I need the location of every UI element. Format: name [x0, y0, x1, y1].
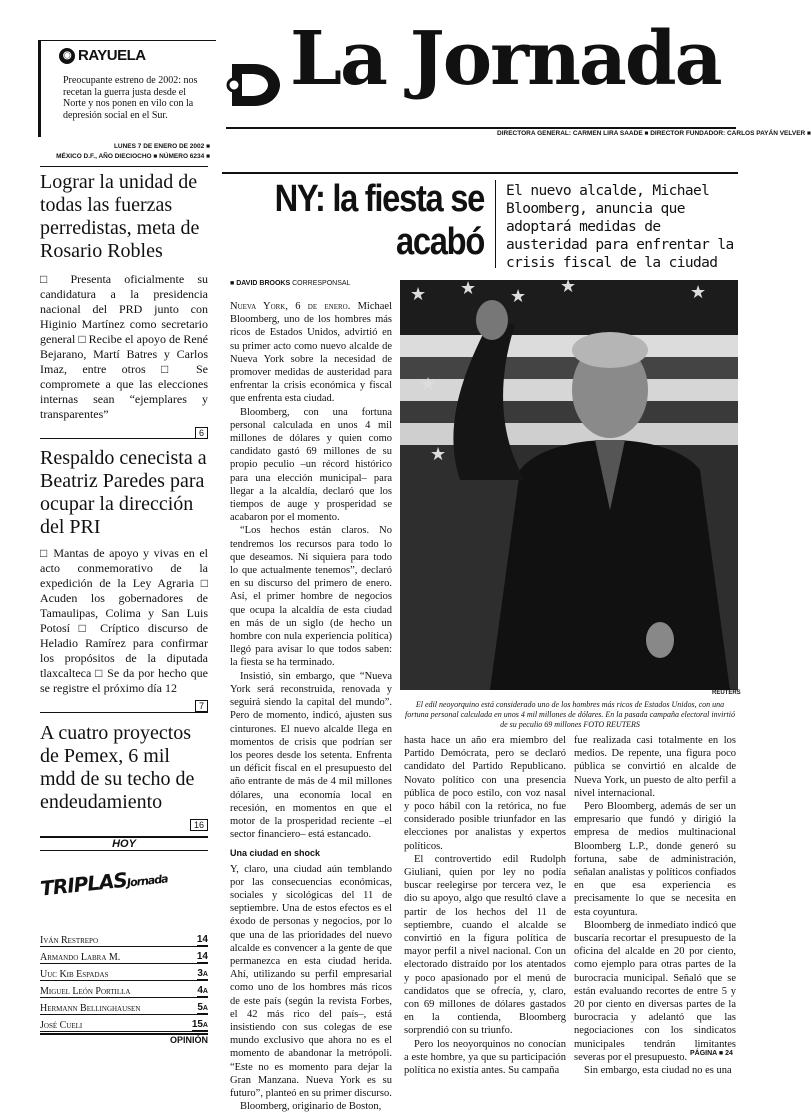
columnist-name: Miguel León Portilla — [40, 986, 131, 997]
svg-text:★: ★ — [430, 444, 447, 465]
byline: ■ DAVID BROOKS CORRESPONSAL — [230, 280, 351, 287]
body-paragraph: Pero los neoyorquinos no conocían a este hombre, ya que su participación política no existía antes. Su campaña — [404, 1038, 566, 1077]
rayuela-box — [38, 40, 216, 137]
story-robles[interactable] — [40, 171, 208, 441]
body-paragraph: Pero Bloomberg, además de ser un empresario que fundó y dirigió la empresa de medios multinacional Bloomberg L.P., donde generó su fortuna, sabe de administración, señalan analistas y políticos confiados en que esa experiencia es precisamente lo que se necesita en esta coyuntura. — [574, 801, 736, 918]
body-paragraph: fue realizada casi totalmente en los medios. De repente, una figura poco pública se convirtió en alcalde de Nueva York, un puesto de alto perfil a nivel internacional. — [574, 735, 736, 799]
columnist-page: 3a — [197, 968, 208, 979]
body-paragraph: Bloomberg, con una fortuna personal calculada en unos 4 mil millones de dólares y quien como candidato gastó 69 millones de su propio peculio –un récord histórico para una elección municipal– para llegar a la alcaldía, declaró que los tiempos de auge y prosperidad se acabaron por el momento. — [230, 406, 392, 524]
rayuela-title — [59, 47, 210, 64]
svg-text:★: ★ — [420, 374, 437, 395]
main-story-rule — [222, 172, 738, 174]
byline-role: CORRESPONSAL — [292, 280, 351, 287]
columnist-row[interactable] — [40, 1015, 208, 1032]
columnist-page: 5a — [197, 1002, 208, 1013]
columnist-name: José Cueli — [40, 1020, 83, 1031]
svg-text:★: ★ — [410, 284, 427, 305]
body-paragraph: Bloomberg, originario de Boston, — [240, 1101, 382, 1113]
body-text: Michael Bloomberg, uno de los hombres más ricos de Estados Unidos, advirtió en su primer acto como nuevo alcalde de Nueva York sobre la necesidad de promover medidas de austeridad para enfrentar la crisis económica y fiscal que enfrenta esta ciudad. — [230, 301, 392, 405]
columnist-row[interactable] — [40, 947, 208, 964]
columnist-name: Armando Labra M. — [40, 952, 121, 963]
hoy-label: HOY — [40, 836, 208, 851]
triplas-text: TRIPLAS — [39, 867, 128, 901]
photo-credit: REUTERS — [712, 690, 741, 696]
story-headline[interactable]: A cuatro proyectos de Pemex, 6 mil mdd de su techo de endeudamiento — [40, 722, 195, 813]
columnist-name: Uuc Kib Espadas — [40, 969, 109, 980]
story-paredes[interactable] — [40, 447, 208, 714]
rayuela-text: Preocupante estreno de 2002: nos recetan la guerra justa desde el Norte y nos ponen en vilo con la depresión social en el Sur. — [63, 75, 198, 121]
triplas-sub: Jornada — [126, 872, 169, 890]
issue-number: MÉXICO D.F., AÑO DIECIOCHO ■ NÚMERO 6234 ■ — [56, 153, 210, 160]
newspaper-logo[interactable]: La Jornada — [290, 16, 721, 102]
columnist-row[interactable] — [40, 964, 208, 981]
left-column-rule — [40, 166, 208, 167]
headline-divider — [495, 180, 496, 268]
directors-line: DIRECTORA GENERAL: CARMEN LIRA SAADE ■ DIRECTOR FUNDADOR: CARLOS PAYÁN VELVER ■ — [497, 130, 811, 137]
body-paragraph: “Los hechos están claros. No tendremos los recursos para todo lo que deseamos. Ni siquiera para todo lo que actualmente tenemos”, declaró en su discurso del primero de enero. Así, el primer hombre de negocios que ocupa la alcaldía de esta ciudad en más de un siglo (de hecho un hombre con nula experiencia política) llegó para avisar lo que todos saben: la fiesta se ha terminado. — [230, 525, 392, 669]
svg-text:★: ★ — [510, 286, 527, 307]
photo-caption: El edil neoyorquino está considerado uno de los hombres más ricos de Estados Unidos, con una fortuna personal calculada en unos 4 mil millones de dólares. En la pasada campaña electoral invirtió de su peculio 69 millones FOTO REUTERS — [405, 700, 735, 729]
main-headline[interactable]: NY: la fiesta se acabó — [274, 178, 484, 263]
byline-name: DAVID BROOKS — [236, 280, 291, 287]
columnist-name: Hermann Bellinghausen — [40, 1003, 141, 1014]
columnist-name: Iván Restrepo — [40, 935, 99, 946]
main-column-2 — [404, 734, 566, 1077]
main-dek: El nuevo alcalde, Michael Bloomberg, anuncia que adoptará medidas de austeridad para enfrentar la crisis fiscal de la ciudad — [506, 183, 734, 271]
columnists-list — [40, 930, 208, 1032]
body-paragraph: El controvertido edil Rudolph Giuliani, quien por ley no podía buscar reelegirse por tercera vez, le dio su apoyo, algo que resultó clave a partir de los hechos del 11 de septiembre, cuando el alcalde se convirtió en la figura política de mayor perfil a nivel nacional. Con un electorado distraído por los atentados y poco apasionado por el menú de candidatos que se ofrecía, y, claro, con 69 millones de dólares gastados en la contienda, Bloomberg sorprendió con su triunfo. — [404, 853, 566, 1037]
main-column-3 — [574, 734, 736, 1077]
bloomberg-photo[interactable] — [400, 276, 738, 690]
story-divider — [40, 712, 208, 713]
rayuela-title-text: RAYUELA — [78, 47, 146, 64]
dateline: Nueva York, 6 de enero. — [230, 301, 351, 312]
issue-info — [42, 142, 210, 162]
columnist-row[interactable] — [40, 998, 208, 1015]
page-reference[interactable]: 6 — [195, 427, 208, 439]
masthead-rule — [226, 127, 736, 129]
logo-mark-icon — [226, 54, 284, 116]
triplas-logo[interactable] — [39, 863, 168, 900]
body-paragraph: hasta hace un año era miembro del Partido Demócrata, pero se declaró candidato del Partido Republicano. Novato político con una presencia pública de poco estilo, con voz nasal y poco hábil con la retórica, no fue considerado posible triunfador en las elecciones por analistas y expertos políticos. — [404, 735, 566, 852]
columnist-row[interactable] — [40, 930, 208, 947]
spiral-icon: ◉ — [59, 48, 75, 64]
columnist-row[interactable] — [40, 981, 208, 998]
subhead: Una ciudad en shock — [230, 848, 321, 859]
story-dek: □ Presenta oficialmente su candidatura a la presidencia nacional del PRD junto con Higinio Martínez como secretario general □ Recibe el apoyo de René Bejarano, Martí Batres y Carlos Imaz, entre otros □ Se compromete a que las elecciones internas sean “ejemplares y transparentes” — [40, 272, 208, 421]
body-paragraph: Y, claro, una ciudad aún temblando por las consecuencias económicas, sociales y sicológicas del 11 de septiembre. Una de estos efectos es el éxodo de personas y negocios, por lo que una de las prioridades del nuevo alcalde es convencer a la gente de que permanezca en esta ciudad herida. Ahí, utilizando su perfil empresarial como uno de los hombres más ricos de este país (según la revista Forbes, el 42 más rico del país–, está insistiendo con sus colegas de ese mundo exclusivo que ahora no es el momento de abandonar la metrópoli. “Este no es momento para dejar la Gran Manzana. Nueva York es su futuro”, planteó en su primer discurso. — [230, 863, 392, 1099]
story-dek: □ Mantas de apoyo y vivas en el acto conmemorativo de la expedición de la Ley Agraria □ Acuden los gobernadores de Tamaulipas, Colima y San Luis Potosí □ Críptico discurso de Heladio Ramírez para confirmar los propósitos de la diputada tlaxcalteca □ Se da por hecho que se registre el próximo día 12 — [40, 546, 208, 695]
svg-text:★: ★ — [460, 278, 477, 299]
page-reference[interactable]: 7 — [195, 700, 208, 712]
continued-reference[interactable]: PÁGINA ■ 24 — [690, 1050, 733, 1057]
story-headline[interactable]: Respaldo cenecista a Beatriz Paredes para ocupar la dirección del PRI — [40, 447, 207, 538]
columnist-page: 4a — [197, 985, 208, 996]
body-paragraph: Sin embargo, esta ciudad no es una — [584, 1065, 732, 1077]
body-paragraph — [230, 300, 392, 406]
svg-text:★: ★ — [690, 282, 707, 303]
opinion-label[interactable]: OPINIÓN — [40, 1033, 208, 1045]
body-paragraph: Bloomberg de inmediato indicó que buscaría recortar el presupuesto de la oficina del alcalde en 20 por ciento, como ejemplo para otras partes de la burocracia municipal. Señaló que se están evaluando recortes de entre 5 y 20 por ciento en diversas partes de la burocracia y adelantó que las negociaciones con los sindicatos municipales tendrán limitantes severas por el presupuesto. — [574, 919, 736, 1063]
columnist-page: 14 — [196, 934, 208, 945]
columnist-page: 15a — [191, 1019, 208, 1030]
svg-text:★: ★ — [560, 276, 577, 297]
story-headline[interactable]: Lograr la unidad de todas las fuerzas perredistas, meta de Rosario Robles — [40, 171, 200, 262]
story-pemex[interactable] — [40, 722, 208, 833]
columnist-page: 14 — [196, 951, 208, 962]
body-paragraph: Insistió, sin embargo, que “Nueva York será reconstruida, renovada y seguirá siendo la capital del mundo”. Pero de momento, indicó, ajusten sus cinturones. El nuevo alcalde llega en momentos de crisis que podrían ser los peores desde los setenta. Enfrenta un déficit fiscal en el presupuesto del año entrante de más de 4 mil millones dólares, una economía local en recesión, en momentos en que el motor de la prosperidad reciente –el sector financiero– está estancado. — [230, 670, 392, 841]
main-column-1 — [230, 300, 392, 1113]
issue-date: LUNES 7 DE ENERO DE 2002 ■ — [113, 143, 210, 150]
page-reference[interactable]: 16 — [190, 819, 208, 831]
story-divider — [40, 438, 208, 439]
